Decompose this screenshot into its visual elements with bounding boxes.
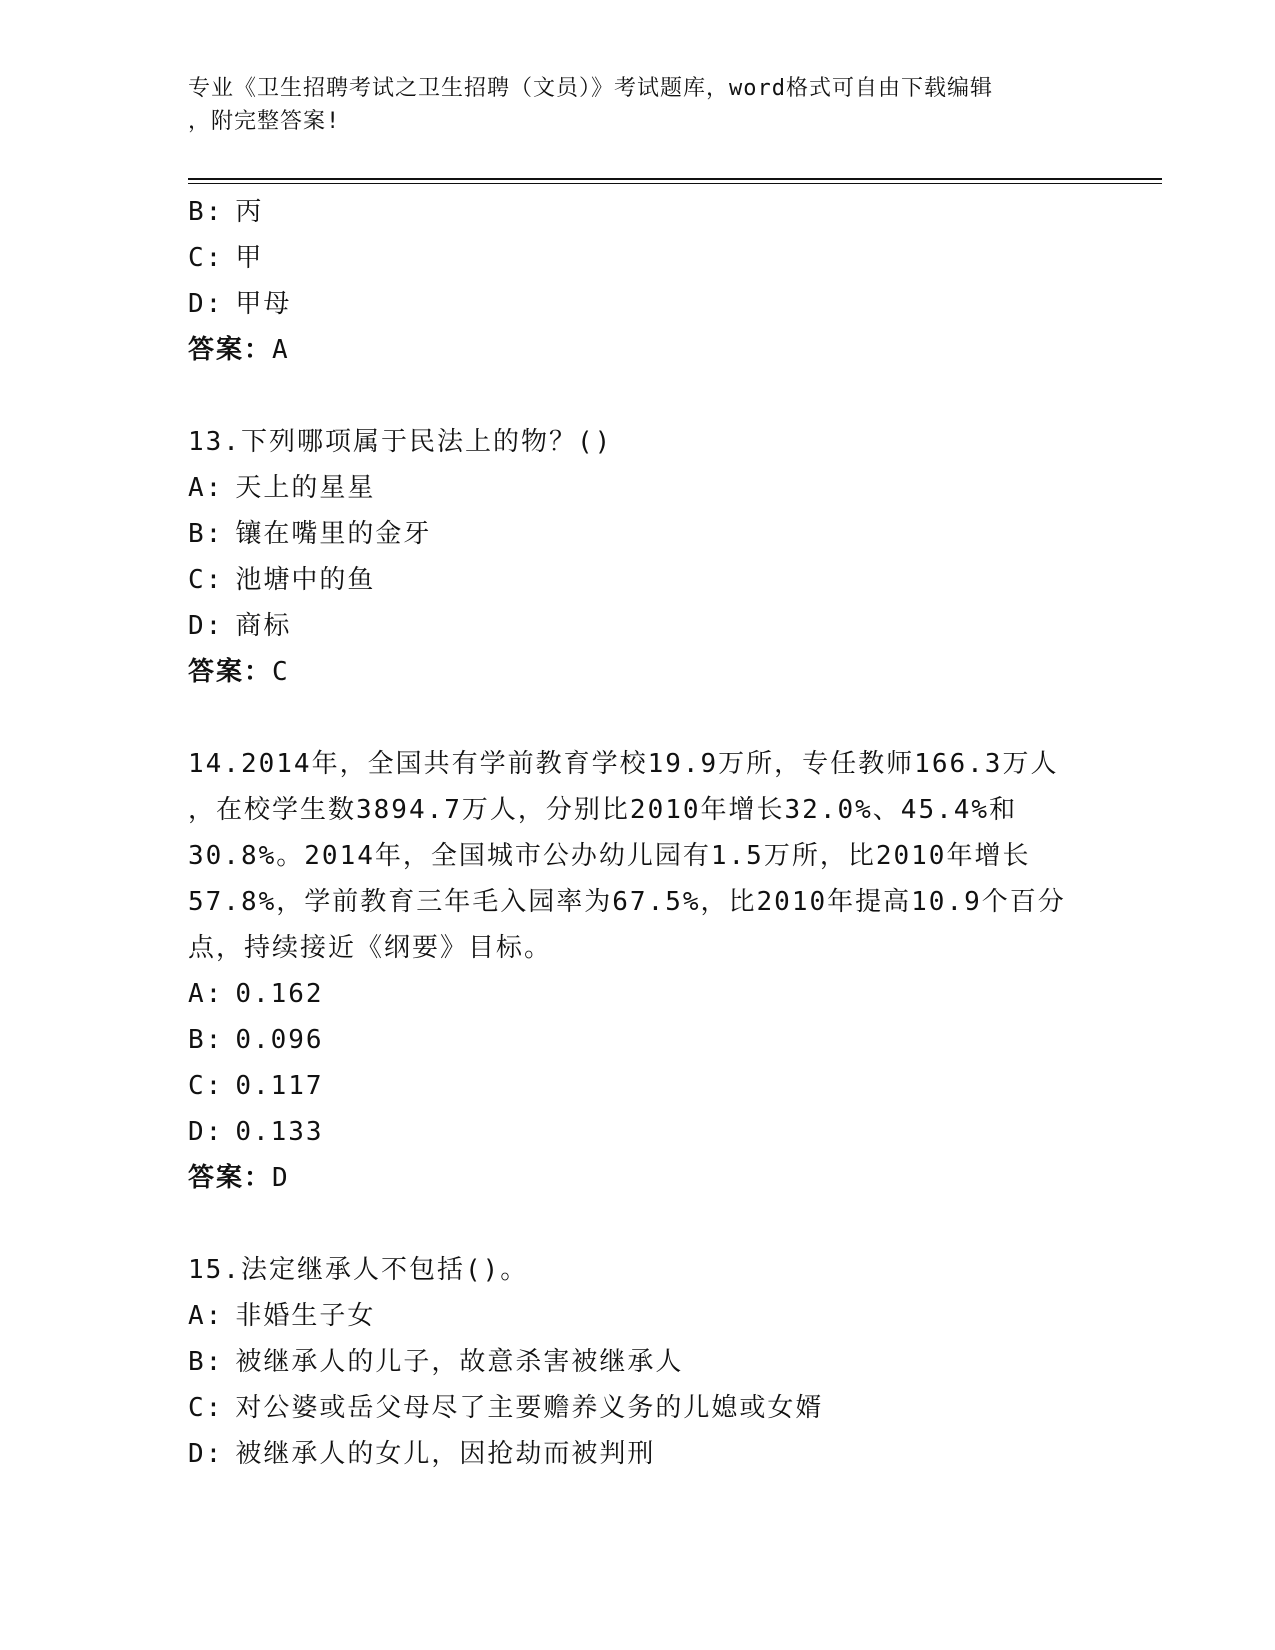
option-text: 0.133 (235, 1117, 324, 1147)
question-15 (188, 1247, 1068, 1477)
option-label: C: (188, 565, 224, 595)
option-text: 0.162 (235, 979, 324, 1009)
option-label: D: (188, 1117, 224, 1147)
option-label: B: (188, 1025, 224, 1055)
answer-line (188, 1155, 1068, 1201)
option-label: B: (188, 1347, 224, 1377)
option-text: 商标 (235, 611, 292, 641)
option-label: B: (188, 519, 224, 549)
option-c (188, 1063, 1068, 1109)
document-header (188, 72, 1068, 138)
spacer (188, 1201, 1068, 1247)
option-d (188, 1431, 1068, 1477)
option-a (188, 1293, 1068, 1339)
option-text: 甲母 (235, 289, 292, 319)
answer-value: D (272, 1163, 290, 1193)
option-label: C: (188, 243, 224, 273)
option-label: A: (188, 979, 224, 1009)
option-text: 非婚生子女 (235, 1301, 376, 1331)
option-label: D: (188, 1439, 224, 1469)
question-stem-line: 14.2014年，全国共有学前教育学校19.9万所，专任教师166.3万人 (188, 749, 1059, 779)
option-text: 对公婆或岳父母尽了主要赡养义务的儿媳或女婿 (235, 1393, 824, 1423)
answer-value: C (272, 657, 290, 687)
option-a (188, 971, 1068, 1017)
spacer (188, 695, 1068, 741)
answer-label: 答案： (188, 1163, 273, 1193)
option-c (188, 557, 1068, 603)
answer-label: 答案： (188, 335, 273, 365)
question-content (188, 189, 1068, 1477)
option-b (188, 1339, 1068, 1385)
option-text: 0.096 (235, 1025, 324, 1055)
answer-label: 答案： (188, 657, 273, 687)
option-label: A: (188, 1301, 224, 1331)
header-divider-thick (188, 178, 1162, 180)
option-text: 天上的星星 (235, 473, 376, 503)
option-text: 0.117 (235, 1071, 324, 1101)
option-d (188, 603, 1068, 649)
option-b (188, 511, 1068, 557)
option-text: 被继承人的儿子，故意杀害被继承人 (235, 1347, 684, 1377)
option-text: 甲 (235, 243, 264, 273)
option-label: C: (188, 1071, 224, 1101)
prev-question (188, 189, 1068, 373)
option-b (188, 189, 1068, 235)
option-d (188, 1109, 1068, 1155)
header-line-1: 专业《卫生招聘考试之卫生招聘（文员）》考试题库，word格式可自由下载编辑 (188, 76, 993, 101)
option-text: 镶在嘴里的金牙 (235, 519, 432, 549)
option-text: 池塘中的鱼 (235, 565, 376, 595)
option-b (188, 1017, 1068, 1063)
question-stem-line: 30.8%。2014年，全国城市公办幼儿园有1.5万所，比2010年增长 (188, 841, 1031, 871)
question-14 (188, 741, 1068, 1201)
option-label: B: (188, 197, 224, 227)
option-c (188, 1385, 1068, 1431)
option-label: A: (188, 473, 224, 503)
option-label: D: (188, 289, 224, 319)
option-text: 被继承人的女儿，因抢劫而被判刑 (235, 1439, 656, 1469)
header-line-2: ，附完整答案! (188, 109, 341, 134)
question-stem: 15.法定继承人不包括()。 (188, 1255, 529, 1285)
question-stem-line: ，在校学生数3894.7万人，分别比2010年增长32.0%、45.4%和 (188, 795, 1018, 825)
question-stem-line: 57.8%，学前教育三年毛入园率为67.5%，比2010年提高10.9个百分 (188, 887, 1066, 917)
option-text: 丙 (235, 197, 264, 227)
answer-line (188, 649, 1068, 695)
question-stem: 13.下列哪项属于民法上的物？() (188, 427, 613, 457)
option-label: C: (188, 1393, 224, 1423)
question-stem-line: 点，持续接近《纲要》目标。 (188, 933, 553, 963)
option-label: D: (188, 611, 224, 641)
option-a (188, 465, 1068, 511)
answer-value: A (272, 335, 290, 365)
answer-line (188, 327, 1068, 373)
spacer (188, 373, 1068, 419)
option-d (188, 281, 1068, 327)
question-13 (188, 419, 1068, 695)
option-c (188, 235, 1068, 281)
header-divider-thin (188, 183, 1162, 184)
